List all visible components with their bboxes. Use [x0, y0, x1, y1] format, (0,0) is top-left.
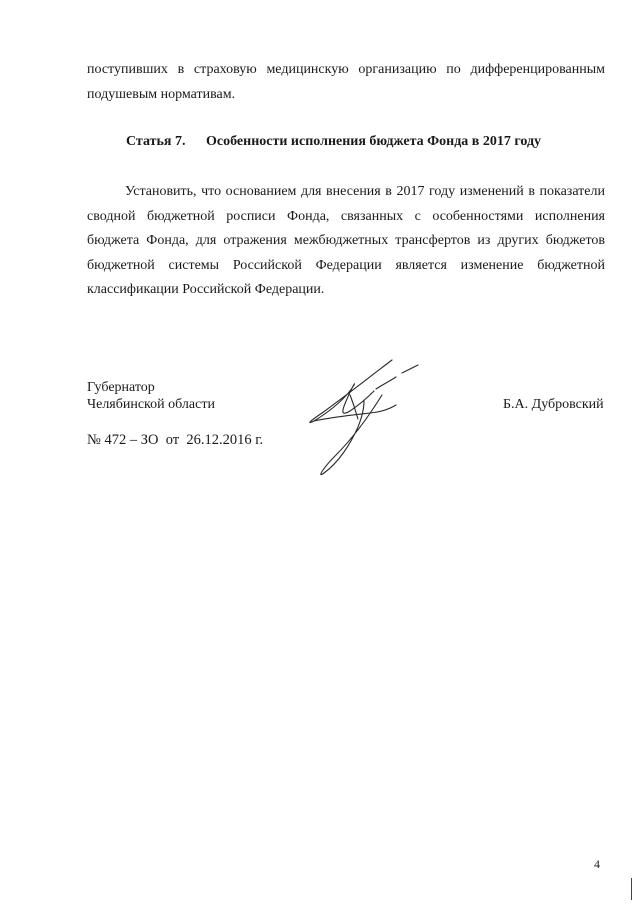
- text-line: классификации Российской Федерации.: [87, 282, 325, 297]
- article-heading: [126, 134, 541, 150]
- article-title: Особенности исполнения бюджета Фонда в 2017 году: [206, 134, 542, 149]
- text-line: Установить, что основанием для внесения в 2017 году изменений в показатели: [125, 184, 605, 199]
- position-line: Челябинской области: [87, 397, 215, 412]
- position-line: Губернатор: [87, 380, 155, 395]
- text-line: подушевым нормативам.: [87, 86, 236, 102]
- page-number: 4: [594, 857, 600, 871]
- signatory-name: Б.А. Дубровский: [503, 397, 604, 412]
- text-line: бюджета Фонда, для отражения межбюджетных трансфертов из других бюджетов: [87, 233, 605, 248]
- text-line: бюджетной системы Российской Федерации является изменение бюджетной: [87, 257, 605, 273]
- signatory-position: [87, 379, 215, 413]
- article-body: [87, 180, 605, 303]
- scan-edge-mark: [631, 878, 632, 900]
- text-line: поступивших в страховую медицинскую организацию по дифференцированным: [87, 62, 605, 77]
- law-reference: № 472 – ЗО от 26.12.2016 г.: [87, 432, 264, 448]
- article-number: Статья 7.: [126, 134, 186, 149]
- paragraph-continuation: [87, 58, 605, 107]
- text-line: сводной бюджетной росписи Фонда, связанных с особенностями исполнения: [87, 208, 605, 224]
- handwritten-signature: [292, 355, 432, 485]
